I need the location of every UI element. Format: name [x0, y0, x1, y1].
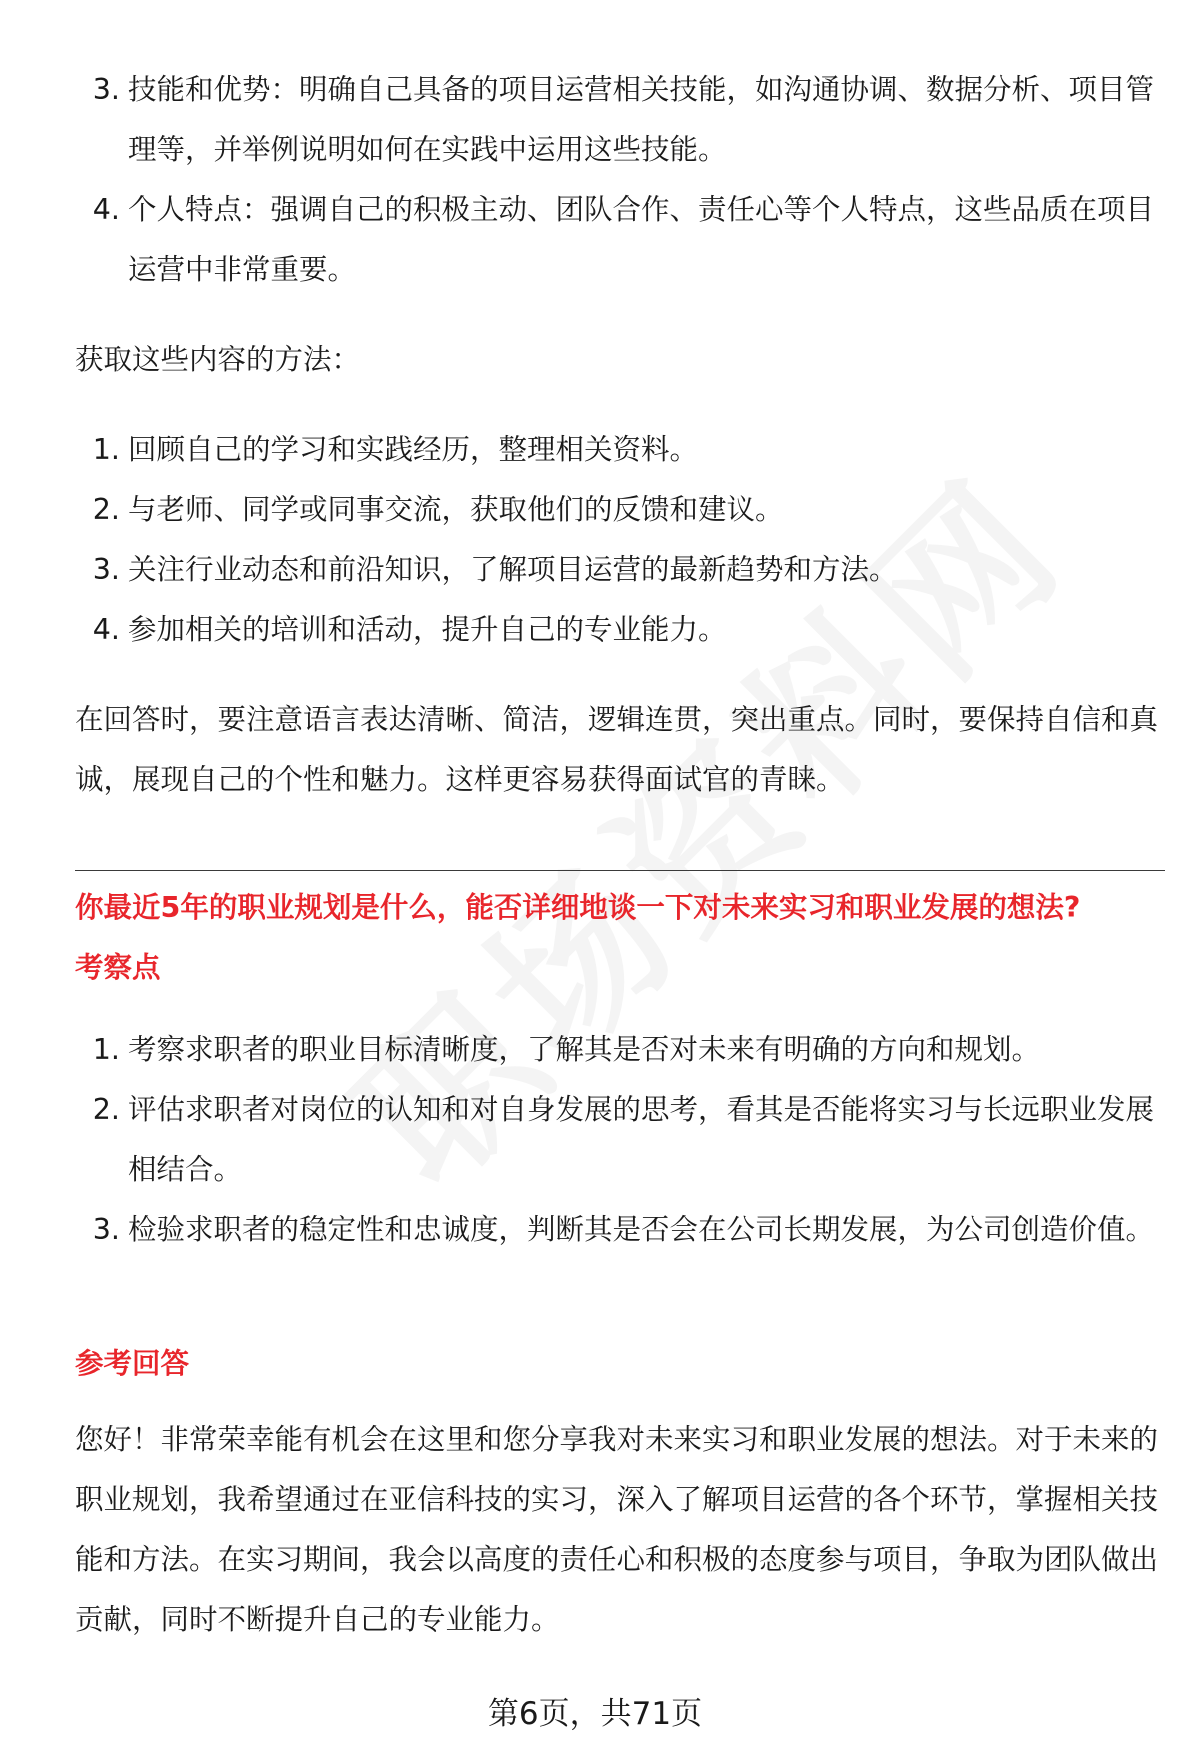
question-heading: 你最近5年的职业规划是什么，能否详细地谈一下对未来实习和职业发展的想法? [75, 891, 1081, 924]
list-number: 1. [92, 433, 120, 466]
list-item [92, 420, 1158, 480]
answer-title: 参考回答 [75, 1347, 190, 1380]
answer-paragraph: 您好！非常荣幸能有机会在这里和您分享我对未来实习和职业发展的想法。对于未来的职业规划，我希望通过在亚信科技的实习，深入了解项目运营的各个环节，掌握相关技能和方法。在实习期间，我会以高度的责任心和积极的态度参与项目，争取为团队做出贡献，同时不断提升自己的专业能力。 [75, 1423, 1159, 1636]
list-item [92, 480, 1158, 540]
list-number: 2. [92, 493, 120, 526]
list-number: 4. [92, 193, 120, 226]
list-item [92, 1200, 1158, 1260]
list-number: 1. [92, 1033, 120, 1066]
list-text: 考察求职者的职业目标清晰度，了解其是否对未来有明确的方向和规划。 [128, 1033, 1041, 1066]
list-item [92, 180, 1158, 300]
list-text: 个人特点：强调自己的积极主动、团队合作、责任心等个人特点，这些品质在项目运营中非常重要。 [128, 193, 1155, 286]
list-text: 关注行业动态和前沿知识，了解项目运营的最新趋势和方法。 [128, 553, 898, 586]
list-item [92, 60, 1158, 180]
section-divider [75, 870, 1165, 871]
list-text: 检验求职者的稳定性和忠诚度，判断其是否会在公司长期发展，为公司创造价值。 [128, 1213, 1155, 1246]
list-item [92, 540, 1158, 600]
closing-paragraph: 在回答时，要注意语言表达清晰、简洁，逻辑连贯，突出重点。同时，要保持自信和真诚，展现自己的个性和魅力。这样更容易获得面试官的青睐。 [75, 703, 1159, 796]
list-text: 技能和优势：明确自己具备的项目运营相关技能，如沟通协调、数据分析、项目管理等，并举例说明如何在实践中运用这些技能。 [128, 73, 1155, 166]
list-text: 与老师、同学或同事交流，获取他们的反馈和建议。 [128, 493, 784, 526]
assessment-title: 考察点 [75, 951, 161, 984]
list-number: 3. [92, 553, 120, 586]
list-number: 3. [92, 1213, 120, 1246]
list-item [92, 1020, 1158, 1080]
page-footer: 第6页，共71页 [487, 1696, 703, 1732]
list-text: 参加相关的培训和活动，提升自己的专业能力。 [128, 613, 727, 646]
list-item [92, 1080, 1158, 1200]
methods-title: 获取这些内容的方法： [75, 343, 361, 376]
list-number: 2. [92, 1093, 120, 1126]
list-number: 4. [92, 613, 120, 646]
list-text: 回顾自己的学习和实践经历，整理相关资料。 [128, 433, 699, 466]
list-text: 评估求职者对岗位的认知和对自身发展的思考，看其是否能将实习与长远职业发展相结合。 [128, 1093, 1155, 1186]
list-number: 3. [92, 73, 120, 106]
list-item [92, 600, 1158, 660]
